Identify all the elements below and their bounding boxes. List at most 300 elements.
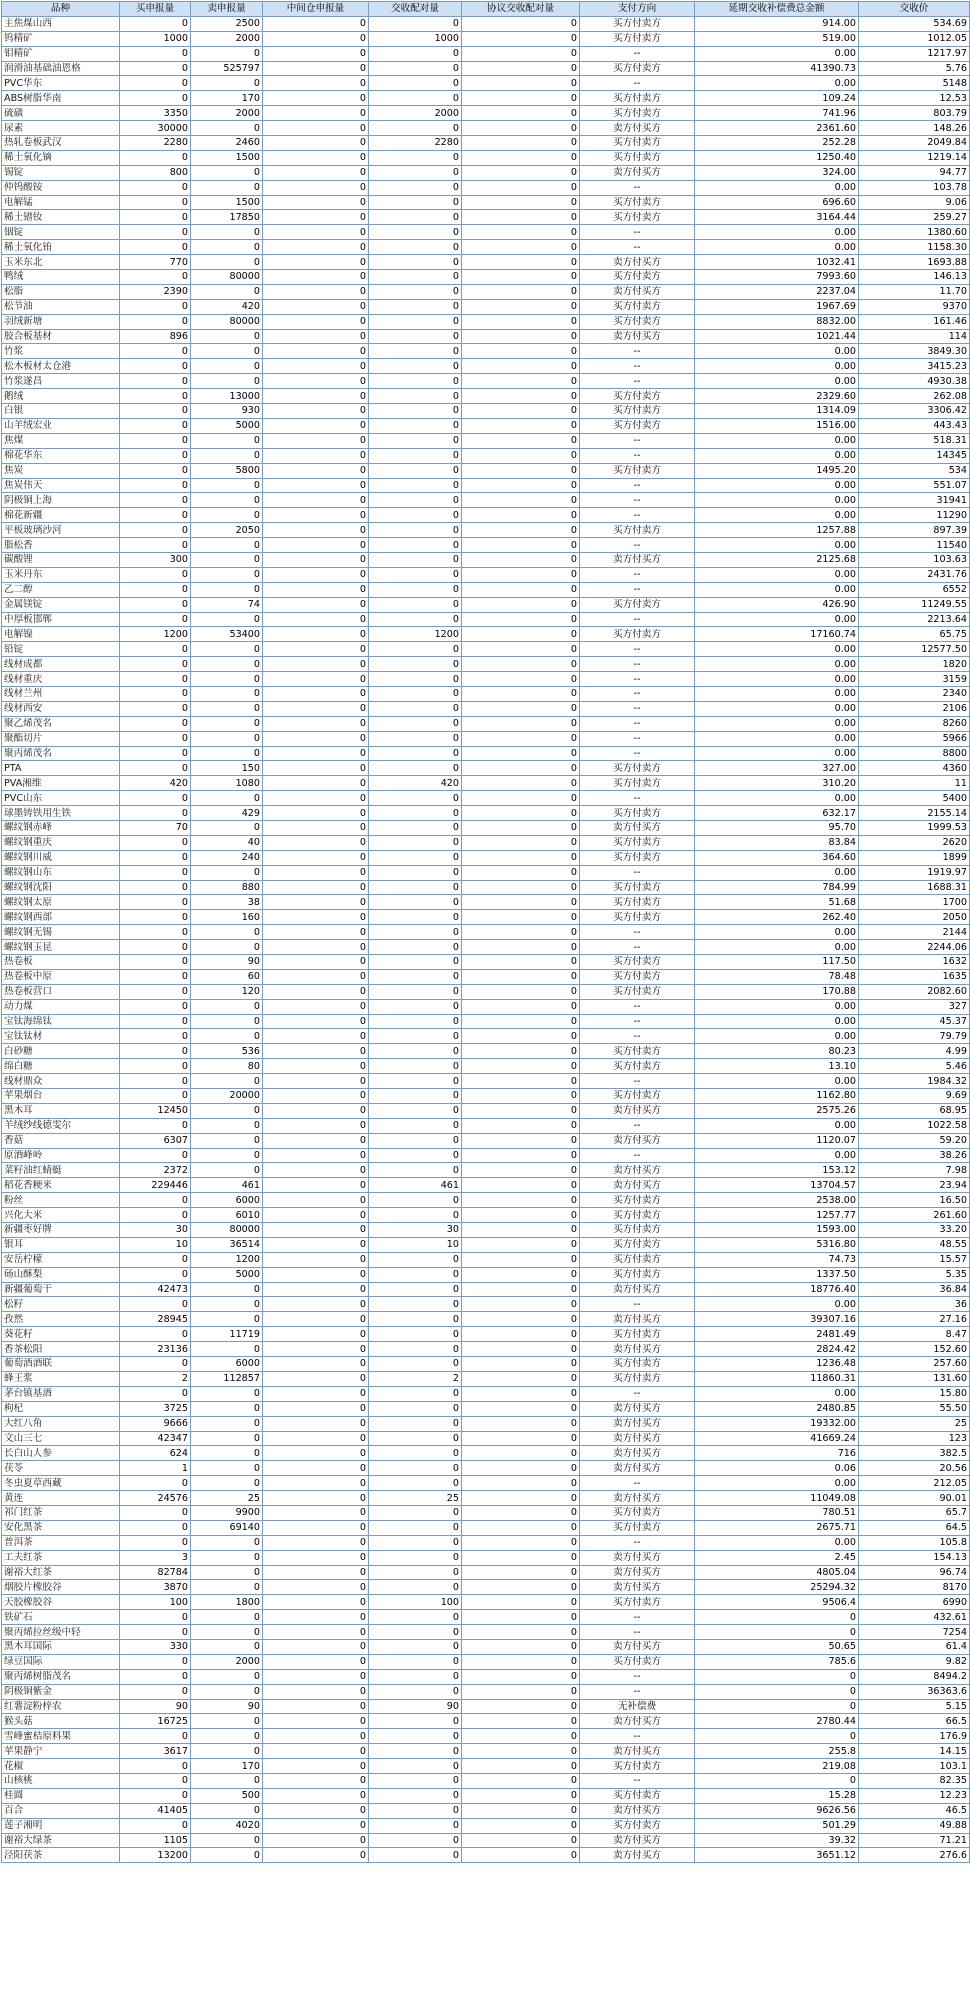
cell-payment-direction: 卖方付买方 <box>580 1550 695 1565</box>
cell-buy-qty: 0 <box>120 404 191 419</box>
cell-matched-qty: 0 <box>369 1669 462 1684</box>
cell-sell-qty: 2050 <box>191 523 263 538</box>
cell-buy-qty: 9666 <box>120 1416 191 1431</box>
cell-intermediate-qty: 0 <box>263 597 369 612</box>
cell-sell-qty: 90 <box>191 1699 263 1714</box>
cell-variety: 普洱茶 <box>2 1535 120 1550</box>
cell-payment-direction: -- <box>580 657 695 672</box>
cell-sell-qty: 0 <box>191 284 263 299</box>
cell-agreement-matched-qty: 0 <box>462 925 580 940</box>
cell-buy-qty: 3725 <box>120 1401 191 1416</box>
cell-agreement-matched-qty: 0 <box>462 225 580 240</box>
cell-sell-qty: 11719 <box>191 1327 263 1342</box>
cell-compensation-total: 0.00 <box>695 180 859 195</box>
cell-agreement-matched-qty: 0 <box>462 240 580 255</box>
table-row <box>2 463 970 478</box>
cell-matched-qty: 0 <box>369 374 462 389</box>
cell-payment-direction: 买方付卖方 <box>580 404 695 419</box>
cell-sell-qty: 160 <box>191 910 263 925</box>
cell-compensation-total: 1257.88 <box>695 523 859 538</box>
cell-sell-qty: 0 <box>191 1580 263 1595</box>
cell-compensation-total: 153.12 <box>695 1163 859 1178</box>
cell-sell-qty: 0 <box>191 567 263 582</box>
cell-variety: 莲子湘明 <box>2 1818 120 1833</box>
cell-buy-qty: 0 <box>120 567 191 582</box>
cell-payment-direction: -- <box>580 344 695 359</box>
cell-agreement-matched-qty: 0 <box>462 1565 580 1580</box>
cell-matched-qty: 0 <box>369 538 462 553</box>
cell-buy-qty: 0 <box>120 270 191 285</box>
cell-intermediate-qty: 0 <box>263 1178 369 1193</box>
cell-settlement-price: 48.55 <box>859 1237 970 1252</box>
cell-sell-qty: 4020 <box>191 1818 263 1833</box>
cell-payment-direction: 卖方付买方 <box>580 1282 695 1297</box>
col-header-buy-qty[interactable]: 买申报量 <box>120 2 191 17</box>
cell-settlement-price: 66.5 <box>859 1714 970 1729</box>
cell-agreement-matched-qty: 0 <box>462 1178 580 1193</box>
cell-sell-qty: 150 <box>191 761 263 776</box>
cell-settlement-price: 161.46 <box>859 314 970 329</box>
cell-intermediate-qty: 0 <box>263 404 369 419</box>
cell-settlement-price: 61.4 <box>859 1639 970 1654</box>
cell-intermediate-qty: 0 <box>263 1386 369 1401</box>
cell-compensation-total: 0.00 <box>695 686 859 701</box>
cell-compensation-total: 117.50 <box>695 955 859 970</box>
cell-agreement-matched-qty: 0 <box>462 716 580 731</box>
cell-payment-direction: 卖方付买方 <box>580 1342 695 1357</box>
cell-buy-qty: 0 <box>120 1729 191 1744</box>
cell-intermediate-qty: 0 <box>263 1401 369 1416</box>
cell-buy-qty: 0 <box>120 1818 191 1833</box>
cell-matched-qty: 0 <box>369 418 462 433</box>
cell-compensation-total: 50.65 <box>695 1639 859 1654</box>
cell-payment-direction: -- <box>580 180 695 195</box>
table-body <box>2 16 970 1862</box>
cell-sell-qty: 0 <box>191 1386 263 1401</box>
cell-buy-qty: 0 <box>120 1327 191 1342</box>
cell-compensation-total: 2824.42 <box>695 1342 859 1357</box>
cell-buy-qty: 0 <box>120 91 191 106</box>
cell-settlement-price: 105.8 <box>859 1535 970 1550</box>
cell-compensation-total: 364.60 <box>695 850 859 865</box>
cell-sell-qty: 25 <box>191 1491 263 1506</box>
cell-payment-direction: 卖方付买方 <box>580 1416 695 1431</box>
cell-settlement-price: 5966 <box>859 731 970 746</box>
cell-sell-qty: 90 <box>191 955 263 970</box>
cell-matched-qty: 0 <box>369 46 462 61</box>
cell-compensation-total: 0.00 <box>695 448 859 463</box>
cell-matched-qty: 0 <box>369 806 462 821</box>
cell-intermediate-qty: 0 <box>263 538 369 553</box>
settlement-table <box>1 1 970 1863</box>
cell-sell-qty: 0 <box>191 1431 263 1446</box>
cell-compensation-total: 0.00 <box>695 999 859 1014</box>
cell-intermediate-qty: 0 <box>263 1639 369 1654</box>
cell-payment-direction: -- <box>580 1535 695 1550</box>
cell-variety: 茯苓 <box>2 1461 120 1476</box>
cell-buy-qty: 0 <box>120 314 191 329</box>
cell-buy-qty: 0 <box>120 791 191 806</box>
cell-variety: 中厚板邯郸 <box>2 612 120 627</box>
cell-agreement-matched-qty: 0 <box>462 791 580 806</box>
cell-sell-qty: 2000 <box>191 1654 263 1669</box>
cell-compensation-total: 0 <box>695 1699 859 1714</box>
cell-payment-direction: -- <box>580 359 695 374</box>
cell-sell-qty: 0 <box>191 865 263 880</box>
table-row <box>2 404 970 419</box>
cell-settlement-price: 4360 <box>859 761 970 776</box>
cell-settlement-price: 46.5 <box>859 1803 970 1818</box>
cell-agreement-matched-qty: 0 <box>462 1103 580 1118</box>
cell-variety: 冬虫夏草西藏 <box>2 1476 120 1491</box>
cell-variety: 热卷板营口 <box>2 984 120 999</box>
cell-settlement-price: 103.63 <box>859 552 970 567</box>
cell-buy-qty: 330 <box>120 1639 191 1654</box>
cell-variety: 竹浆遂昌 <box>2 374 120 389</box>
cell-compensation-total: 0.00 <box>695 1029 859 1044</box>
cell-compensation-total: 0.00 <box>695 1297 859 1312</box>
cell-agreement-matched-qty: 0 <box>462 1520 580 1535</box>
cell-intermediate-qty: 0 <box>263 627 369 642</box>
cell-agreement-matched-qty: 0 <box>462 820 580 835</box>
cell-matched-qty: 0 <box>369 1446 462 1461</box>
cell-agreement-matched-qty: 0 <box>462 448 580 463</box>
cell-agreement-matched-qty: 0 <box>462 180 580 195</box>
cell-intermediate-qty: 0 <box>263 1163 369 1178</box>
cell-variety: 硫磺 <box>2 106 120 121</box>
cell-matched-qty: 0 <box>369 925 462 940</box>
cell-sell-qty: 536 <box>191 1044 263 1059</box>
cell-variety: 苹果烟台 <box>2 1089 120 1104</box>
cell-compensation-total: 1162.80 <box>695 1089 859 1104</box>
cell-payment-direction: -- <box>580 1476 695 1491</box>
table-row <box>2 1505 970 1520</box>
table-row <box>2 1342 970 1357</box>
cell-settlement-price: 1012.05 <box>859 31 970 46</box>
cell-variety: 阴极铜上海 <box>2 493 120 508</box>
cell-variety: 黑木耳 <box>2 1103 120 1118</box>
cell-sell-qty: 0 <box>191 1461 263 1476</box>
col-header-settlement-price[interactable]: 交收价 <box>859 2 970 17</box>
cell-buy-qty: 0 <box>120 657 191 672</box>
cell-variety: 玉米东北 <box>2 255 120 270</box>
cell-agreement-matched-qty: 0 <box>462 567 580 582</box>
cell-settlement-price: 8170 <box>859 1580 970 1595</box>
cell-compensation-total: 262.40 <box>695 910 859 925</box>
cell-intermediate-qty: 0 <box>263 1059 369 1074</box>
cell-buy-qty: 0 <box>120 180 191 195</box>
cell-sell-qty: 0 <box>191 925 263 940</box>
cell-compensation-total: 0.00 <box>695 478 859 493</box>
cell-sell-qty: 0 <box>191 1118 263 1133</box>
table-row <box>2 1401 970 1416</box>
cell-matched-qty: 0 <box>369 1744 462 1759</box>
cell-agreement-matched-qty: 0 <box>462 284 580 299</box>
cell-settlement-price: 2144 <box>859 925 970 940</box>
cell-compensation-total: 0.00 <box>695 225 859 240</box>
cell-intermediate-qty: 0 <box>263 344 369 359</box>
cell-sell-qty: 0 <box>191 165 263 180</box>
cell-settlement-price: 27.16 <box>859 1312 970 1327</box>
cell-payment-direction: 买方付卖方 <box>580 150 695 165</box>
cell-intermediate-qty: 0 <box>263 210 369 225</box>
cell-matched-qty: 0 <box>369 1565 462 1580</box>
col-header-sell-qty[interactable]: 卖申报量 <box>191 2 263 17</box>
cell-sell-qty: 0 <box>191 716 263 731</box>
table-row <box>2 1133 970 1148</box>
cell-sell-qty: 1200 <box>191 1252 263 1267</box>
cell-sell-qty: 112857 <box>191 1371 263 1386</box>
cell-buy-qty: 0 <box>120 940 191 955</box>
cell-variety: 孜然 <box>2 1312 120 1327</box>
cell-compensation-total: 741.96 <box>695 106 859 121</box>
cell-sell-qty: 880 <box>191 880 263 895</box>
cell-matched-qty: 0 <box>369 121 462 136</box>
cell-payment-direction: -- <box>580 746 695 761</box>
col-header-variety[interactable]: 品种 <box>2 2 120 17</box>
cell-agreement-matched-qty: 0 <box>462 1223 580 1238</box>
cell-payment-direction: -- <box>580 1625 695 1640</box>
cell-payment-direction: -- <box>580 1773 695 1788</box>
cell-settlement-price: 257.60 <box>859 1357 970 1372</box>
cell-sell-qty: 0 <box>191 1773 263 1788</box>
cell-agreement-matched-qty: 0 <box>462 1699 580 1714</box>
cell-matched-qty: 0 <box>369 16 462 31</box>
cell-buy-qty: 0 <box>120 523 191 538</box>
cell-payment-direction: -- <box>580 1729 695 1744</box>
cell-variety: 螺纹钢赤峰 <box>2 820 120 835</box>
cell-intermediate-qty: 0 <box>263 1848 369 1863</box>
cell-compensation-total: 784.99 <box>695 880 859 895</box>
cell-sell-qty: 525797 <box>191 61 263 76</box>
cell-intermediate-qty: 0 <box>263 1044 369 1059</box>
cell-buy-qty: 3617 <box>120 1744 191 1759</box>
cell-matched-qty: 0 <box>369 299 462 314</box>
cell-intermediate-qty: 0 <box>263 835 369 850</box>
cell-matched-qty: 0 <box>369 1029 462 1044</box>
table-row <box>2 716 970 731</box>
cell-variety: 尿素 <box>2 121 120 136</box>
cell-compensation-total: 9626.56 <box>695 1803 859 1818</box>
cell-intermediate-qty: 0 <box>263 1193 369 1208</box>
cell-agreement-matched-qty: 0 <box>462 672 580 687</box>
cell-settlement-price: 443.43 <box>859 418 970 433</box>
cell-matched-qty: 0 <box>369 195 462 210</box>
cell-compensation-total: 785.6 <box>695 1654 859 1669</box>
col-header-compensation-total[interactable]: 延期交收补偿费总金额 <box>695 2 859 17</box>
cell-intermediate-qty: 0 <box>263 746 369 761</box>
cell-agreement-matched-qty: 0 <box>462 1773 580 1788</box>
cell-agreement-matched-qty: 0 <box>462 1148 580 1163</box>
cell-buy-qty: 0 <box>120 463 191 478</box>
cell-payment-direction: 买方付卖方 <box>580 1208 695 1223</box>
cell-sell-qty: 0 <box>191 1476 263 1491</box>
cell-agreement-matched-qty: 0 <box>462 508 580 523</box>
cell-settlement-price: 11 <box>859 776 970 791</box>
cell-matched-qty: 0 <box>369 1476 462 1491</box>
cell-sell-qty: 0 <box>191 1312 263 1327</box>
cell-agreement-matched-qty: 0 <box>462 210 580 225</box>
cell-settlement-price: 5148 <box>859 76 970 91</box>
cell-compensation-total: 0.00 <box>695 493 859 508</box>
header-row <box>2 2 970 17</box>
cell-intermediate-qty: 0 <box>263 16 369 31</box>
cell-payment-direction: -- <box>580 1610 695 1625</box>
cell-compensation-total: 51.68 <box>695 895 859 910</box>
cell-settlement-price: 1984.32 <box>859 1074 970 1089</box>
cell-matched-qty: 461 <box>369 1178 462 1193</box>
cell-settlement-price: 5.15 <box>859 1699 970 1714</box>
cell-agreement-matched-qty: 0 <box>462 1803 580 1818</box>
cell-settlement-price: 96.74 <box>859 1565 970 1580</box>
cell-payment-direction: 买方付卖方 <box>580 1759 695 1774</box>
cell-agreement-matched-qty: 0 <box>462 1044 580 1059</box>
cell-compensation-total: 2481.49 <box>695 1327 859 1342</box>
cell-sell-qty: 0 <box>191 374 263 389</box>
col-header-agreement-matched-qty[interactable]: 协议交收配对量 <box>462 2 580 17</box>
cell-payment-direction: 买方付卖方 <box>580 1237 695 1252</box>
cell-matched-qty: 0 <box>369 686 462 701</box>
cell-buy-qty: 0 <box>120 1520 191 1535</box>
cell-matched-qty: 0 <box>369 642 462 657</box>
cell-compensation-total: 0.00 <box>695 567 859 582</box>
col-header-intermediate-qty[interactable]: 中间仓申报量 <box>263 2 369 17</box>
table-row <box>2 1118 970 1133</box>
cell-payment-direction: -- <box>580 1029 695 1044</box>
cell-intermediate-qty: 0 <box>263 999 369 1014</box>
cell-variety: 蜂王浆 <box>2 1371 120 1386</box>
cell-variety: 宝钛钛材 <box>2 1029 120 1044</box>
col-header-matched-qty[interactable]: 交收配对量 <box>369 2 462 17</box>
cell-compensation-total: 519.00 <box>695 31 859 46</box>
cell-buy-qty: 0 <box>120 731 191 746</box>
cell-intermediate-qty: 0 <box>263 1759 369 1774</box>
cell-settlement-price: 2050 <box>859 910 970 925</box>
cell-intermediate-qty: 0 <box>263 389 369 404</box>
cell-payment-direction: 买方付卖方 <box>580 299 695 314</box>
cell-settlement-price: 146.13 <box>859 270 970 285</box>
cell-payment-direction: -- <box>580 448 695 463</box>
cell-matched-qty: 0 <box>369 999 462 1014</box>
cell-agreement-matched-qty: 0 <box>462 1714 580 1729</box>
cell-payment-direction: 卖方付买方 <box>580 329 695 344</box>
cell-sell-qty: 80 <box>191 1059 263 1074</box>
cell-settlement-price: 212.05 <box>859 1476 970 1491</box>
cell-buy-qty: 0 <box>120 1252 191 1267</box>
cell-settlement-price: 2155.14 <box>859 806 970 821</box>
cell-matched-qty: 0 <box>369 1431 462 1446</box>
cell-payment-direction: 卖方付买方 <box>580 1446 695 1461</box>
cell-payment-direction: 买方付卖方 <box>580 776 695 791</box>
cell-intermediate-qty: 0 <box>263 895 369 910</box>
cell-payment-direction: 买方付卖方 <box>580 1089 695 1104</box>
cell-compensation-total: 0.00 <box>695 1386 859 1401</box>
cell-compensation-total: 5316.80 <box>695 1237 859 1252</box>
cell-compensation-total: 0.00 <box>695 1014 859 1029</box>
cell-matched-qty: 0 <box>369 389 462 404</box>
cell-sell-qty: 0 <box>191 1535 263 1550</box>
cell-variety: 电解锰 <box>2 195 120 210</box>
cell-buy-qty: 0 <box>120 478 191 493</box>
cell-agreement-matched-qty: 0 <box>462 61 580 76</box>
cell-agreement-matched-qty: 0 <box>462 31 580 46</box>
table-row <box>2 567 970 582</box>
cell-variety: 鹅绒 <box>2 389 120 404</box>
cell-buy-qty: 0 <box>120 195 191 210</box>
cell-variety: 钼精矿 <box>2 46 120 61</box>
table-row <box>2 1103 970 1118</box>
cell-payment-direction: 买方付卖方 <box>580 1267 695 1282</box>
cell-settlement-price: 12.23 <box>859 1788 970 1803</box>
cell-settlement-price: 3415.23 <box>859 359 970 374</box>
cell-payment-direction: 买方付卖方 <box>580 1371 695 1386</box>
cell-agreement-matched-qty: 0 <box>462 1461 580 1476</box>
cell-matched-qty: 0 <box>369 1163 462 1178</box>
cell-sell-qty: 69140 <box>191 1520 263 1535</box>
cell-agreement-matched-qty: 0 <box>462 1625 580 1640</box>
cell-variety: 松木板材太仓港 <box>2 359 120 374</box>
table-row <box>2 776 970 791</box>
col-header-payment-direction[interactable]: 支付方向 <box>580 2 695 17</box>
cell-compensation-total: 2480.85 <box>695 1401 859 1416</box>
cell-sell-qty: 0 <box>191 225 263 240</box>
cell-compensation-total: 4805.04 <box>695 1565 859 1580</box>
cell-variety: 雪峰蜜桔原料果 <box>2 1729 120 1744</box>
table-row <box>2 1476 970 1491</box>
table-row <box>2 1193 970 1208</box>
cell-intermediate-qty: 0 <box>263 806 369 821</box>
cell-variety: 铁矿石 <box>2 1610 120 1625</box>
cell-compensation-total: 2329.60 <box>695 389 859 404</box>
cell-agreement-matched-qty: 0 <box>462 1133 580 1148</box>
table-row <box>2 1044 970 1059</box>
cell-sell-qty: 0 <box>191 1163 263 1178</box>
cell-settlement-price: 1632 <box>859 955 970 970</box>
cell-matched-qty: 0 <box>369 359 462 374</box>
cell-agreement-matched-qty: 0 <box>462 955 580 970</box>
cell-sell-qty: 0 <box>191 746 263 761</box>
cell-compensation-total: 39.32 <box>695 1833 859 1848</box>
cell-buy-qty: 0 <box>120 1074 191 1089</box>
cell-matched-qty: 0 <box>369 612 462 627</box>
cell-intermediate-qty: 0 <box>263 1684 369 1699</box>
cell-sell-qty: 429 <box>191 806 263 821</box>
cell-settlement-price: 36363.6 <box>859 1684 970 1699</box>
cell-agreement-matched-qty: 0 <box>462 806 580 821</box>
cell-variety: 香菇 <box>2 1133 120 1148</box>
cell-buy-qty: 0 <box>120 1684 191 1699</box>
cell-buy-qty: 42347 <box>120 1431 191 1446</box>
table-row <box>2 1803 970 1818</box>
table-row <box>2 1223 970 1238</box>
cell-matched-qty: 0 <box>369 1193 462 1208</box>
cell-variety: 竹浆 <box>2 344 120 359</box>
cell-settlement-price: 1219.14 <box>859 150 970 165</box>
cell-settlement-price: 1380.60 <box>859 225 970 240</box>
cell-intermediate-qty: 0 <box>263 76 369 91</box>
cell-variety: 焦煤 <box>2 433 120 448</box>
cell-buy-qty: 0 <box>120 359 191 374</box>
cell-payment-direction: 买方付卖方 <box>580 969 695 984</box>
cell-agreement-matched-qty: 0 <box>462 136 580 151</box>
cell-variety: 文山三七 <box>2 1431 120 1446</box>
cell-buy-qty: 0 <box>120 1535 191 1550</box>
cell-variety: 胶合板基材 <box>2 329 120 344</box>
cell-agreement-matched-qty: 0 <box>462 1535 580 1550</box>
cell-matched-qty: 0 <box>369 1252 462 1267</box>
table-row <box>2 359 970 374</box>
cell-buy-qty: 13200 <box>120 1848 191 1863</box>
